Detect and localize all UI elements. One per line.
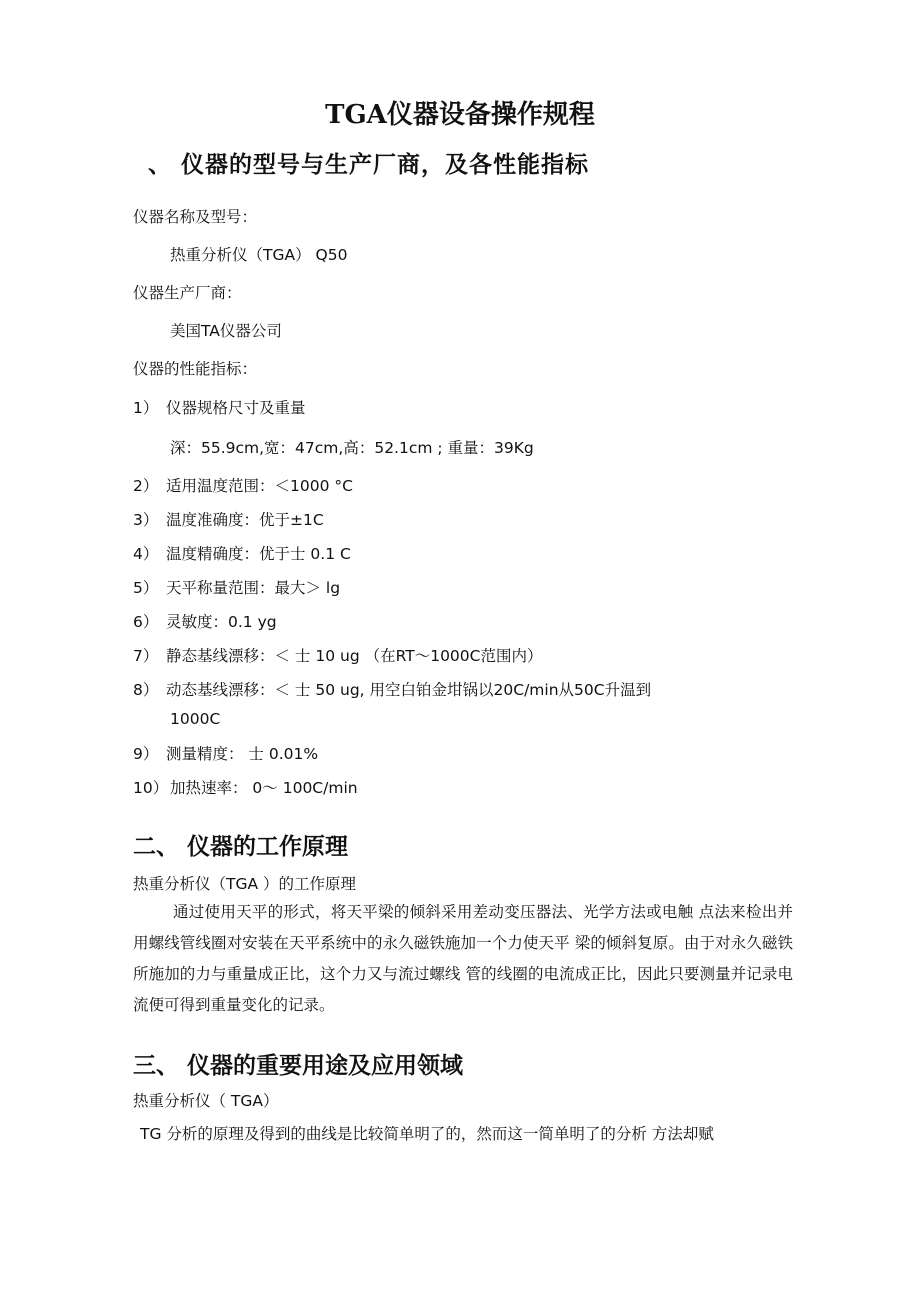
section-2-paragraph: 通过使用天平的形式，将天平梁的倾斜采用差动变压器法、光学方法或电触 点法来检出并用螺线管线圈对安装在天平系统中的永久磁铁施加一个力使天平 梁的倾斜复原。由于对永久磁铁所施加的力与重量成正比，这个力又与流过螺线 管的线圈的电流成正比，因此只要测量并记录电流便可得到重量变化的记录。 (133, 903, 793, 1014)
instrument-name-label: 仪器名称及型号： (133, 208, 258, 226)
spec-item-number: 7） (133, 647, 159, 665)
spec-item-number: 2） (133, 477, 159, 495)
spec-item-text: 测量精度： 士 0.01% (166, 745, 319, 763)
spec-item-text: 仪器规格尺寸及重量 (166, 399, 306, 417)
spec-item-number: 4） (133, 545, 159, 563)
spec-item-text: 动态基线漂移：＜ 士 50 ug, 用空白铂金坩锅以20C/min从50C升温到 (166, 681, 652, 699)
instrument-name-value: 热重分析仪（TGA） Q50 (170, 246, 348, 264)
spec-item-number: 9） (133, 745, 159, 763)
spec-item-number: 3） (133, 511, 159, 529)
section-2-heading: 二、 仪器的工作原理 (133, 834, 349, 860)
spec-item-text: 灵敏度：0.1 yg (166, 613, 277, 631)
performance-label: 仪器的性能指标： (133, 360, 258, 378)
section-1-heading: 、 仪器的型号与生产厂商，及各性能指标 (148, 152, 590, 178)
spec-item-text: 适用温度范围：＜1000 °C (166, 477, 353, 495)
spec-item-continuation: 1000C (170, 710, 221, 728)
manufacturer-value: 美国TA仪器公司 (170, 322, 282, 340)
spec-item-number: 10） (133, 779, 169, 797)
section-3-paragraph: TG 分析的原理及得到的曲线是比较简单明了的，然而这一简单明了的分析 方法却赋 (140, 1125, 714, 1143)
spec-item-text: 天平称量范围：最大＞ lg (166, 579, 341, 597)
spec-item-text: 静态基线漂移：＜ 士 10 ug （在RT～1000C范围内） (166, 647, 543, 665)
section-3-heading: 三、 仪器的重要用途及应用领域 (133, 1053, 464, 1079)
spec-item-text: 温度精确度：优于士 0.1 C (166, 545, 351, 563)
spec-item-number: 8） (133, 681, 159, 699)
spec-item-text: 加热速率： 0～ 100C/min (170, 779, 358, 797)
spec-item-number: 5） (133, 579, 159, 597)
spec-item-number: 6） (133, 613, 159, 631)
spec-dimensions-text: 深：55.9cm,宽：47cm,高：52.1cm ; 重量：39Kg (170, 439, 534, 457)
manufacturer-label: 仪器生产厂商： (133, 284, 242, 302)
spec-item-number: 1） (133, 399, 159, 417)
section-2-subheading: 热重分析仪（TGA ）的工作原理 (133, 875, 357, 893)
section-3-subheading: 热重分析仪（ TGA） (133, 1092, 279, 1110)
document-title: TGA仪器设备操作规程 (325, 100, 595, 130)
spec-item-text: 温度准确度：优于±1C (166, 511, 324, 529)
